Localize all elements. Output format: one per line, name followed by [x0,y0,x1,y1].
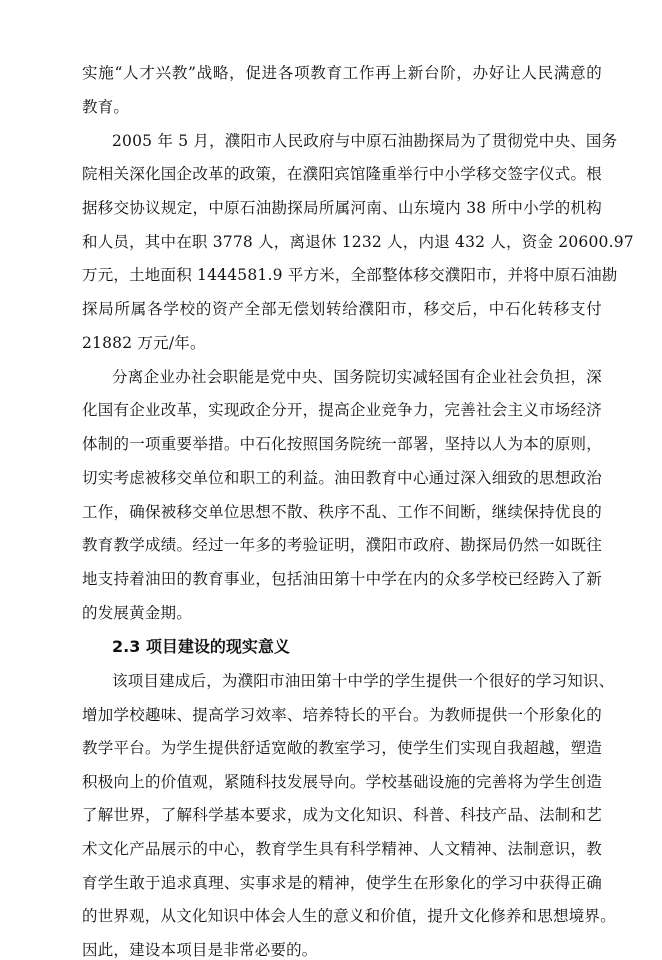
para3-line-1: 分离企业办社会职能是党中央、国务院切实减轻国有企业社会负担，深 [112,368,602,386]
para4-line-5: 了解世界，了解科学基本要求，成为文化知识、科普、科技产品、法制和艺 [82,806,602,824]
para3-line-8: 的发展黄金期。 [82,604,192,622]
section-heading: 2.3 项目建设的现实意义 [112,637,290,656]
para3-line-2: 化国有企业改革，实现政企分开，提高企业竞争力，完善社会主义市场经济 [82,401,602,419]
para3-line-4: 切实考虑被移交单位和职工的利益。油田教育中心通过深入细致的思想政治 [82,469,602,487]
para4-line-1: 该项目建成后，为濮阳市油田第十中学的学生提供一个很好的学习知识、 [112,672,615,690]
para2-line-1: 2005 年 5 月，濮阳市人民政府与中原石油勘探局为了贯彻党中央、国务 [112,132,618,150]
para3-line-3: 体制的一项重要举措。中石化按照国务院统一部署，坚持以人为本的原则， [82,435,602,453]
para4-line-6: 术文化产品展示的中心，教育学生具有科学精神、人文精神、法制意识，教 [82,840,602,858]
para4-line-9: 因此，建设本项目是非常必要的。 [82,941,318,959]
para2-line-3: 据移交协议规定，中原石油勘探局所属河南、山东境内 38 所中小学的机构 [82,199,602,217]
para1-line-1: 实施“人才兴教”战略，促进各项教育工作再上新台阶，办好让人民满意的 [82,64,602,82]
para3-line-5: 工作，确保被移交单位思想不散、秩序不乱、工作不间断，继续保持优良的 [82,503,602,521]
para4-line-7: 育学生敢于追求真理、实事求是的精神，使学生在形象化的学习中获得正确 [82,874,602,892]
para3-line-6: 教育教学成绩。经过一年多的考验证明，濮阳市政府、勘探局仍然一如既往 [82,536,602,554]
para4-line-2: 增加学校趣味、提高学习效率、培养特长的平台。为教师提供一个形象化的 [82,706,602,724]
para4-line-4: 积极向上的价值观，紧随科技发展导向。学校基础设施的完善将为学生创造 [82,773,602,791]
para4-line-8: 的世界观，从文化知识中体会人生的意义和价值，提升文化修养和思想境界。 [82,907,616,925]
para2-line-7: 21882 万元/年。 [82,334,206,352]
para2-line-5: 万元，土地面积 1444581.9 平方米，全部整体移交濮阳市，并将中原石油勘 [82,266,618,284]
para4-line-3: 教学平台。为学生提供舒适宽敞的教室学习，使学生们实现自我超越，塑造 [82,739,602,757]
para3-line-7: 地支持着油田的教育事业，包括油田第十中学在内的众多学校已经跨入了新 [82,570,602,588]
para2-line-4: 和人员，其中在职 3778 人，离退休 1232 人，内退 432 人，资金 20600.97 [82,233,634,251]
para2-line-6: 探局所属各学校的资产全部无偿划转给濮阳市，移交后，中石化转移支付 [82,300,602,318]
para1-line-2: 教育。 [82,98,130,116]
para2-line-2: 院相关深化国企改革的政策，在濮阳宾馆隆重举行中小学移交签字仪式。根 [82,165,602,183]
